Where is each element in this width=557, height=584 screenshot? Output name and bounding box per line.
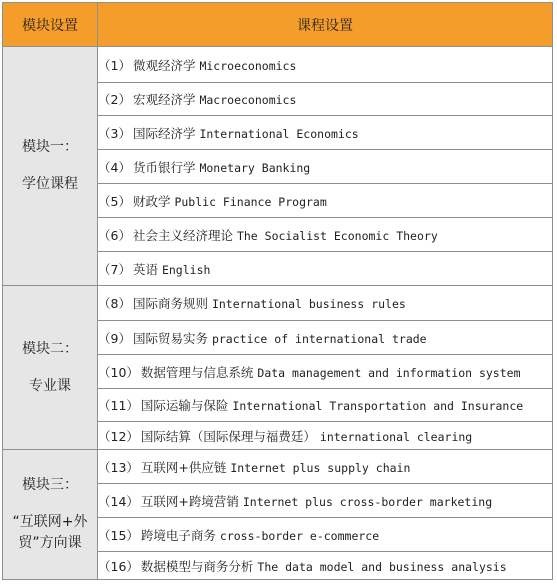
course-cell	[98, 184, 553, 218]
course-number: （7）	[98, 261, 131, 277]
course-cell	[98, 150, 553, 184]
module-3-cell	[3, 450, 98, 580]
course-cell	[98, 252, 553, 286]
course-number: （15）	[98, 527, 139, 543]
module-gap	[3, 158, 97, 174]
module-name-line2: 贸”方向课	[18, 535, 82, 551]
module-name: 学位课程	[22, 176, 78, 192]
course-table	[2, 2, 553, 580]
course-cell	[98, 484, 553, 518]
course-number: （3）	[98, 125, 131, 141]
course-name-en: International business rules	[211, 297, 406, 311]
module-name: 专业课	[29, 377, 71, 394]
course-name-cn: 微观经济学	[132, 57, 196, 73]
module-name: “互联网+外	[12, 514, 88, 530]
module-title: 模块三：	[22, 477, 78, 493]
course-number: （11）	[98, 398, 139, 413]
course-name-cn: 国际商务规则	[132, 296, 208, 311]
course-cell	[98, 286, 553, 321]
course-number: （6）	[98, 227, 131, 243]
course-name-cn: 互联网+供应链	[140, 459, 227, 475]
course-cell	[98, 389, 553, 422]
course-number: （8）	[98, 296, 131, 311]
module-title: 模块一：	[22, 139, 78, 155]
course-name-en: Monetary Banking	[199, 160, 311, 175]
course-name-en: International Economics	[199, 126, 359, 141]
course-name-en: practice of international trade	[211, 331, 427, 346]
module-gap	[3, 360, 97, 376]
course-cell	[98, 355, 553, 389]
module-title: 模块二：	[22, 340, 78, 357]
course-name-en: The Socialist Economic Theory	[236, 228, 438, 243]
course-name-en: Microeconomics	[199, 58, 297, 73]
course-name-cn: 互联网+跨境营销	[140, 493, 239, 509]
course-cell	[98, 422, 553, 450]
course-name-en: Public Finance Program	[174, 194, 327, 209]
course-number: （9）	[98, 330, 131, 346]
course-cell	[98, 321, 553, 355]
module-1-cell	[3, 47, 98, 286]
course-name-cn: 英语	[132, 261, 158, 277]
course-cell	[98, 83, 553, 116]
course-name-en: English	[161, 262, 211, 277]
table-header-row	[3, 3, 553, 47]
course-number: （4）	[98, 159, 131, 175]
course-number: （16）	[98, 558, 139, 574]
module-2-cell	[3, 286, 98, 450]
course-number: （2）	[98, 92, 131, 107]
table-row	[3, 47, 553, 83]
course-name-cn: 国际运输与保险	[140, 398, 229, 413]
course-name-en: cross-border e-commerce	[219, 528, 380, 543]
course-name-en: Data management and information system	[257, 365, 521, 380]
course-column-header: 课程设置	[98, 3, 553, 47]
course-number: （1）	[98, 57, 131, 73]
module-gap	[3, 496, 97, 512]
table-row	[3, 286, 553, 321]
course-number: （10）	[98, 364, 139, 380]
course-cell	[98, 218, 553, 252]
course-cell	[98, 116, 553, 150]
course-name-cn: 国际结算（国际保理与福费廷）	[140, 428, 316, 444]
course-number: （13）	[98, 459, 139, 475]
course-name-cn: 宏观经济学	[132, 92, 196, 107]
course-cell	[98, 518, 553, 552]
course-cell	[98, 450, 553, 484]
course-name-en: international clearing	[319, 429, 473, 444]
course-name-en: Internet plus supply chain	[230, 460, 411, 475]
course-name-cn: 国际贸易实务	[132, 330, 208, 346]
course-name-cn: 跨境电子商务	[140, 527, 216, 543]
course-name-cn: 财政学	[132, 193, 171, 209]
course-name-cn: 货币银行学	[132, 159, 196, 175]
table-row	[3, 450, 553, 484]
course-cell	[98, 552, 553, 580]
course-name-en: International Transportation and Insurance	[232, 399, 524, 413]
course-number: （5）	[98, 193, 131, 209]
course-number: （14）	[98, 493, 139, 509]
course-name-cn: 社会主义经济理论	[132, 227, 233, 243]
course-name-cn: 国际经济学	[132, 125, 196, 141]
course-name-cn: 数据管理与信息系统	[140, 364, 254, 380]
course-number: （12）	[98, 428, 139, 444]
course-name-en: Internet plus cross-border marketing	[242, 494, 493, 509]
module-column-header: 模块设置	[3, 3, 98, 47]
course-name-cn: 数据模型与商务分析	[140, 558, 254, 574]
course-cell	[98, 47, 553, 83]
course-name-en: Macroeconomics	[199, 93, 297, 107]
course-name-en: The data model and business analysis	[257, 559, 507, 574]
